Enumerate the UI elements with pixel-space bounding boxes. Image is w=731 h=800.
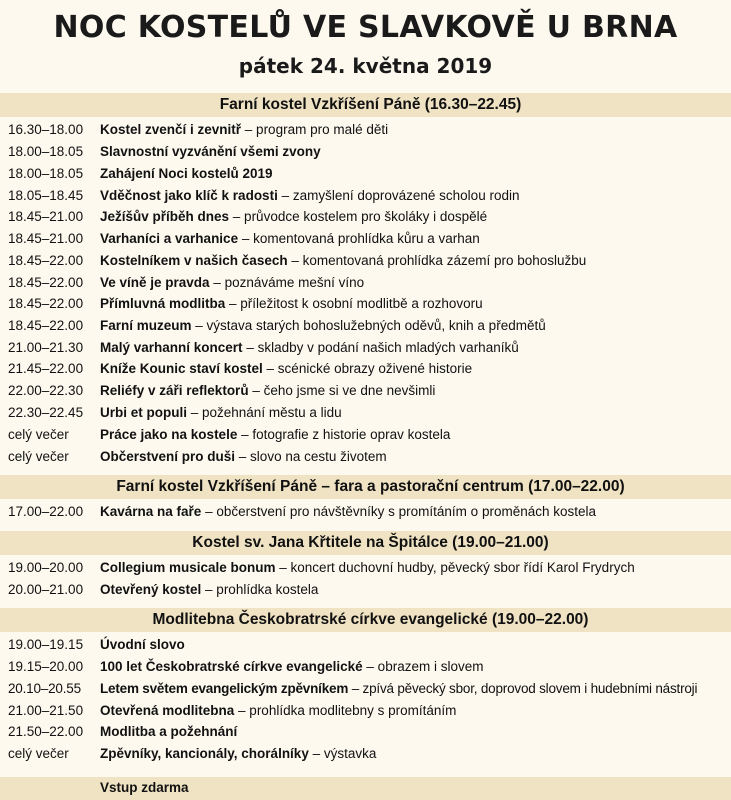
- program-name: Přímluvná modlitba: [100, 296, 226, 311]
- program-name: Ve víně je pravda: [100, 275, 210, 290]
- program-name: Zahájení Noci kostelů 2019: [100, 166, 273, 181]
- program-time: 18.45–21.00: [8, 209, 84, 224]
- program-row: [0, 337, 731, 359]
- program-desc: – zpívá pěvecký sbor, doprovod slovem i hudebními nástroji: [348, 681, 698, 696]
- program-time: 21.00–21.50: [8, 703, 84, 718]
- program-name: 100 let Českobratrské církve evangelické: [100, 659, 363, 674]
- program-time: 21.00–21.30: [8, 340, 84, 355]
- program-desc: – prohlídka kostela: [201, 582, 319, 597]
- program-row: [0, 250, 731, 272]
- program-desc: – požehnání městu a lidu: [187, 405, 342, 420]
- program-row: [0, 743, 731, 765]
- program-time: 18.45–22.00: [8, 318, 84, 333]
- program-name: Práce jako na kostele: [100, 427, 238, 442]
- program-name: Zpěvníky, kancionály, chorálníky: [100, 746, 309, 761]
- program-row: [0, 721, 731, 743]
- program-row: [0, 579, 731, 601]
- program-desc: – komentovaná prohlídka kůru a varhan: [238, 231, 480, 246]
- program-name: Kníže Kounic staví kostel: [100, 361, 263, 376]
- section-heading-4: Modlitebna Českobratrské církve evangelické (19.00–22.00): [0, 608, 731, 632]
- program-time: 20.10–20.55: [8, 681, 81, 696]
- program-time: celý večer: [8, 427, 69, 442]
- program-row: [0, 557, 731, 579]
- program-time: 22.30–22.45: [8, 405, 84, 420]
- program-row: [0, 634, 731, 656]
- program-name: Kostelníkem v našich časech: [100, 253, 288, 268]
- section-heading-2: Farní kostel Vzkříšení Páně – fara a pastorační centrum (17.00–22.00): [0, 475, 731, 499]
- program-time: 18.45–22.00: [8, 296, 84, 311]
- program-row: [0, 656, 731, 678]
- program-desc: – výstava starých bohoslužebných oděvů, knih a předmětů: [191, 318, 546, 333]
- program-row: [0, 185, 731, 207]
- program-name: Modlitba a požehnání: [100, 724, 238, 739]
- program-desc: – program pro malé děti: [241, 122, 389, 137]
- program-name: Otevřený kostel: [100, 582, 202, 597]
- program-desc: – fotografie z historie oprav kostela: [237, 427, 451, 442]
- footer-admission: Vstup zdarma: [0, 777, 731, 800]
- program-time: 18.45–22.00: [8, 275, 84, 290]
- program-desc: – výstavka: [308, 746, 377, 761]
- program-time: 18.00–18.05: [8, 166, 84, 181]
- program-desc: – komentovaná prohlídka zázemí pro bohoslužbu: [287, 253, 587, 268]
- program-name: Farní muzeum: [100, 318, 192, 333]
- program-name: Vděčnost jako klíč k radosti: [100, 188, 278, 203]
- program-name: Úvodní slovo: [100, 637, 185, 652]
- program-name: Kostel zvenčí i zevnitř: [100, 122, 242, 137]
- program-name: Letem světem evangelickým zpěvníkem: [100, 681, 349, 696]
- program-name: Ježíšův příběh dnes: [100, 209, 230, 224]
- program-name: Slavnostní vyzvánění všemi zvony: [100, 144, 321, 159]
- program-desc: – skladby v podání našich mladých varhaníků: [242, 340, 519, 355]
- program-time: celý večer: [8, 746, 69, 761]
- program-name: Kavárna na faře: [100, 504, 202, 519]
- program-desc: – obrazem i slovem: [362, 659, 484, 674]
- program-row: [0, 446, 731, 468]
- program-desc: – scénické obrazy oživené historie: [262, 361, 473, 376]
- program-name: Urbi et populi: [100, 405, 187, 420]
- program-desc: – slovo na cestu životem: [235, 449, 387, 464]
- section-heading-1: Farní kostel Vzkříšení Páně (16.30–22.45): [0, 93, 731, 117]
- program-time: 22.00–22.30: [8, 383, 84, 398]
- program-time: 21.45–22.00: [8, 361, 84, 376]
- page-subtitle: pátek 24. května 2019: [238, 54, 493, 78]
- program-desc: – příležitost k osobní modlitbě a rozhovoru: [225, 296, 483, 311]
- program-row: [0, 141, 731, 163]
- program-row: [0, 700, 731, 722]
- program-desc: – poznáváme mešní víno: [209, 275, 365, 290]
- program-row: [0, 119, 731, 141]
- program-desc: – koncert duchovní hudby, pěvecký sbor řídí Karol Frydrych: [275, 560, 635, 575]
- program-desc: – průvodce kostelem pro školáky i dospělé: [229, 209, 488, 224]
- program-row: [0, 501, 731, 523]
- program-name: Občerstvení pro duši: [100, 449, 236, 464]
- program-desc: – občerstvení pro návštěvníky s promítáním o proměnách kostela: [201, 504, 597, 519]
- program-row: [0, 272, 731, 294]
- program-time: 19.00–19.15: [8, 637, 84, 652]
- program-row: [0, 358, 731, 380]
- program-time: 17.00–22.00: [8, 504, 84, 519]
- program-time: 19.15–20.00: [8, 659, 84, 674]
- program-name: Otevřená modlitebna: [100, 703, 235, 718]
- program-row: [0, 293, 731, 315]
- program-name: Collegium musicale bonum: [100, 560, 276, 575]
- program-desc: – čeho jsme si ve dne nevšimli: [248, 383, 436, 398]
- program-row: [0, 424, 731, 446]
- program-time: 18.05–18.45: [8, 188, 84, 203]
- program-time: 16.30–18.00: [8, 122, 84, 137]
- program-name: Reliéfy v záři reflektorů: [100, 383, 249, 398]
- program-name: Malý varhanní koncert: [100, 340, 243, 355]
- program-time: celý večer: [8, 449, 69, 464]
- program-row: [0, 228, 731, 250]
- program-time: 18.45–22.00: [8, 253, 84, 268]
- section-heading-3: Kostel sv. Jana Křtitele na Špitálce (19.00–21.00): [0, 531, 731, 555]
- program-time: 20.00–21.00: [8, 582, 84, 597]
- program-time: 18.00–18.05: [8, 144, 84, 159]
- program-time: 18.45–21.00: [8, 231, 84, 246]
- program-row: [0, 380, 731, 402]
- program-row: [0, 315, 731, 337]
- program-time: 19.00–20.00: [8, 560, 84, 575]
- program-time: 21.50–22.00: [8, 724, 84, 739]
- program-desc: – prohlídka modlitebny s promítáním: [234, 703, 457, 718]
- program-desc: – zamyšlení doprovázené scholou rodin: [277, 188, 520, 203]
- program-row: [0, 163, 731, 185]
- page-title: NOC KOSTELŮ VE SLAVKOVĚ U BRNA: [53, 10, 678, 45]
- program-name: Varhaníci a varhanice: [100, 231, 239, 246]
- program-row: [0, 206, 731, 228]
- program-row: [0, 402, 731, 424]
- program-row: [0, 678, 731, 700]
